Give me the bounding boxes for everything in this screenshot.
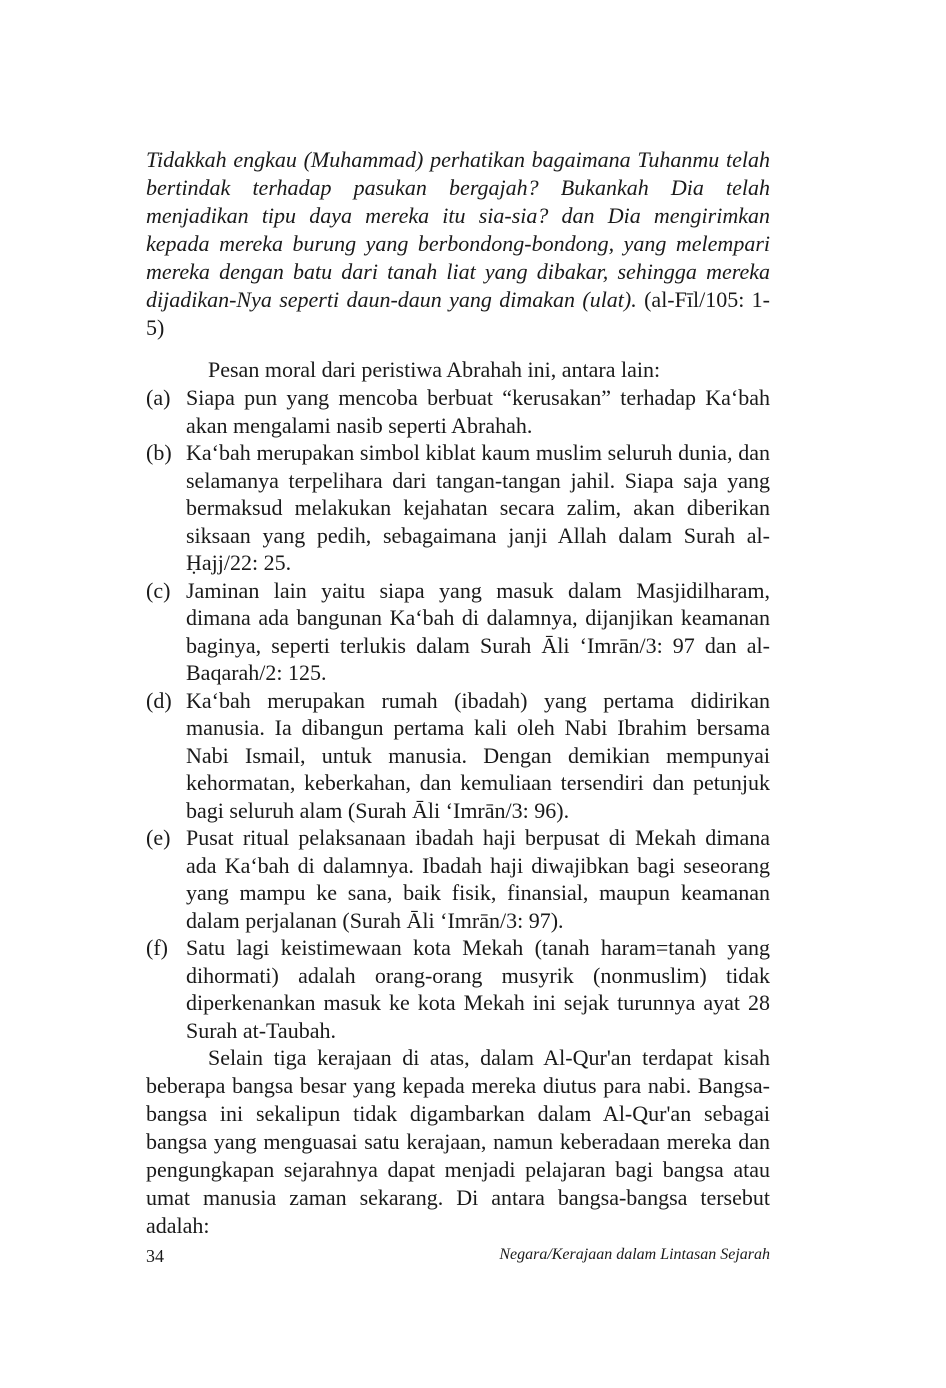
list-item — [146, 824, 770, 934]
list-item — [146, 577, 770, 687]
list-item — [146, 687, 770, 825]
list-item-text: Ka‘bah merupakan rumah (ibadah) yang pertama didirikan manusia. Ia dibangun pertama kali oleh Nabi Ibrahim bersama Nabi Ismail, untuk manusia. Dengan demikian mempunyai kehormatan, keberkahan, dan kemuliaan tersendiri dan petunjuk bagi seluruh alam (Surah Āli ‘Imrān/3: 96). — [186, 687, 770, 823]
list-item-text: Ka‘bah merupakan simbol kiblat kaum muslim seluruh dunia, dan selamanya terpelihara dari tangan-tangan jahil. Siapa saja yang bermaksud melakukan kejahatan secara zalim, akan diberikan siksaan yang pedih, sebagaimana janji Allah dalam Surah al-Ḥajj/22: 25. — [186, 440, 770, 575]
moral-lessons-list — [146, 384, 770, 1044]
list-marker: (c) — [146, 577, 171, 603]
page-footer — [146, 1246, 770, 1270]
list-item-text: Siapa pun yang mencoba berbuat “kerusakan” terhadap Ka‘bah akan mengalami nasib seperti Abrahah. — [186, 385, 770, 438]
list-marker: (d) — [146, 687, 172, 713]
list-item-text: Pusat ritual pelaksanaan ibadah haji berpusat di Mekah dimana ada Ka‘bah di dalamnya. Ibadah haji diwajibkan bagi seseorang yang mampu ke sana, baik fisik, finansial, maupun keamanan dalam perjalanan (Surah Āli ‘Imrān/3: 97). — [186, 825, 770, 933]
verse-translation — [146, 146, 770, 342]
list-marker: (e) — [146, 825, 171, 850]
running-title: Negara/Kerajaan dalam Lintasan Sejarah — [499, 1246, 770, 1263]
list-marker: (a) — [146, 385, 171, 410]
list-marker: (b) — [146, 440, 172, 465]
list-item-text: Jaminan lain yaitu siapa yang masuk dalam Masjidilharam, dimana ada bangunan Ka‘bah di dalamnya, dijanjikan keamanan baginya, seperti terlukis dalam Surah Āli ‘Imrān/3: 97 dan al-Baqarah/2: 125. — [186, 577, 770, 685]
closing-paragraph: Selain tiga kerajaan di atas, dalam Al-Qur'an terdapat kisah beberapa bangsa besar yang kepada mereka diutus para nabi. Bangsa-bangsa ini sekalipun tidak digambarkan dalam Al-Qur'an sebagai bangsa yang menguasai satu kerajaan, namun keberadaan mereka dan pengungkapan sejarahnya dapat menjadi pelajaran bagi bangsa atau umat manusia zaman sekarang. Di antara bangsa-bangsa tersebut adalah: — [146, 1045, 770, 1238]
list-marker: (f) — [146, 935, 168, 960]
page-body — [146, 146, 770, 1240]
list-item-text: Satu lagi keistimewaan kota Mekah (tanah haram=tanah yang dihormati) adalah orang-orang musyrik (nonmuslim) tidak diperkenankan masuk ke kota Mekah ini sejak turunnya ayat 28 Surah at-Taubah. — [186, 935, 770, 1043]
list-item — [146, 384, 770, 439]
list-item — [146, 934, 770, 1044]
list-item — [146, 439, 770, 577]
verse-reference: (al-Fīl/105: 1-5) — [146, 287, 770, 340]
verse-text: Tidakkah engkau (Muhammad) perhatikan bagaimana Tuhanmu telah bertindak terhadap pasukan bergajah? Bukankah Dia telah menjadikan tipu daya mereka itu sia-sia? dan Dia mengirimkan kepada mereka burung yang berbondong-bondong, yang melempari mereka dengan batu dari tanah liat yang dibakar, sehingga mereka dijadikan-Nya seperti daun-daun yang dimakan (ulat). — [146, 147, 770, 312]
page-number: 34 — [146, 1246, 164, 1266]
list-intro: Pesan moral dari peristiwa Abrahah ini, antara lain: — [208, 357, 661, 382]
